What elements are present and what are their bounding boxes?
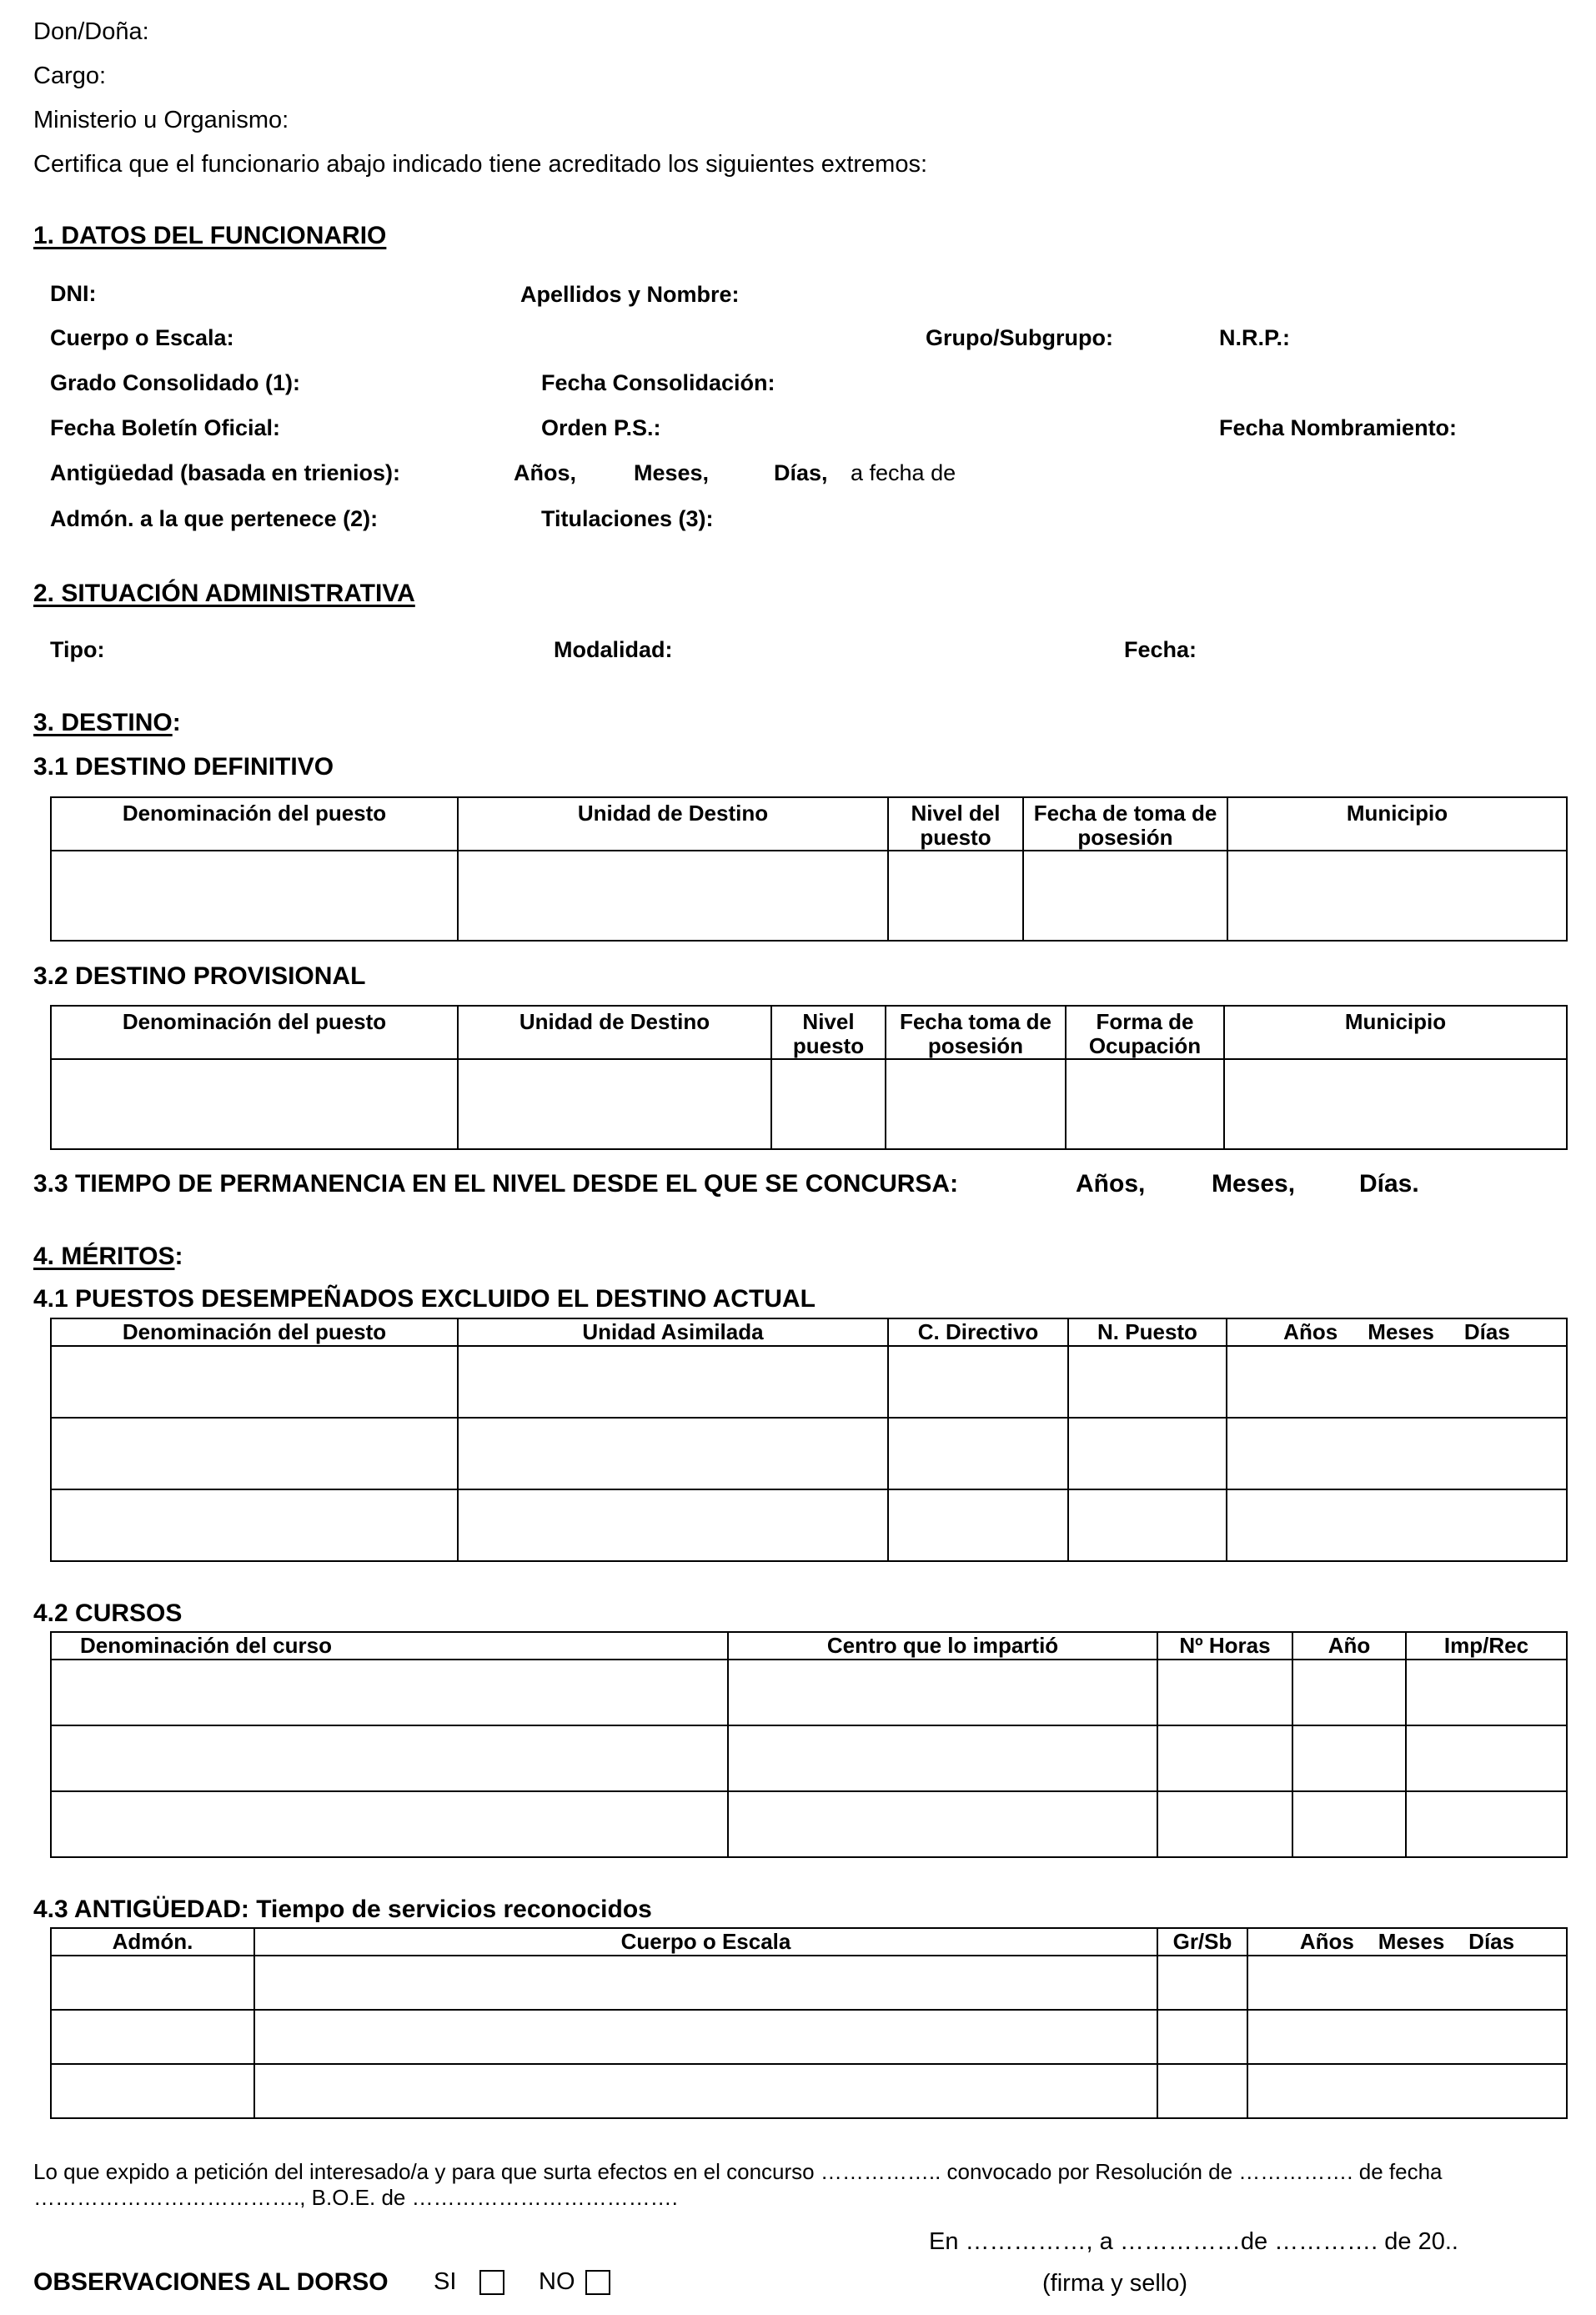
puestos-col-unidad: Unidad Asimilada: [458, 1318, 888, 1346]
puestos-cell[interactable]: [1068, 1418, 1227, 1489]
prov-col-unidad: Unidad de Destino: [458, 1006, 771, 1059]
antig-cell[interactable]: [1247, 2064, 1567, 2118]
antig-cell[interactable]: [1157, 1956, 1247, 2010]
table-row: [51, 1956, 1567, 2010]
antig-col-tiempo: Años Meses Días: [1247, 1928, 1567, 1956]
puestos-cell[interactable]: [1068, 1346, 1227, 1418]
def-col-municipio: Municipio: [1227, 797, 1567, 851]
cursos-cell[interactable]: [1406, 1725, 1567, 1791]
antig-cell[interactable]: [51, 2064, 254, 2118]
cursos-cell[interactable]: [1292, 1725, 1406, 1791]
def-cell-nivel[interactable]: [888, 851, 1023, 941]
table-row: [51, 1346, 1567, 1418]
prov-cell-nivel[interactable]: [771, 1059, 886, 1149]
puestos-cell[interactable]: [458, 1346, 888, 1418]
no-checkbox[interactable]: [585, 2270, 610, 2295]
cursos-cell[interactable]: [1292, 1660, 1406, 1725]
cursos-cell[interactable]: [728, 1725, 1157, 1791]
antig-cell[interactable]: [51, 1956, 254, 2010]
antiguedad-servicios-title: 4.3 ANTIGÜEDAD: Tiempo de servicios reconocidos: [33, 1896, 652, 1923]
cursos-cell[interactable]: [51, 1660, 728, 1725]
prov-cell-denominacion[interactable]: [51, 1059, 458, 1149]
table-row: [51, 1418, 1567, 1489]
table-row: [51, 2010, 1567, 2064]
def-cell-denominacion[interactable]: [51, 851, 458, 941]
antiguedad-label: Antigüedad (basada en trienios):: [50, 460, 401, 485]
cursos-col-horas: Nº Horas: [1157, 1632, 1292, 1660]
permanencia-anos-label: Años,: [1076, 1170, 1146, 1198]
cursos-title: 4.2 CURSOS: [33, 1599, 183, 1627]
cursos-cell[interactable]: [51, 1791, 728, 1857]
puestos-cell[interactable]: [458, 1418, 888, 1489]
prov-cell-municipio[interactable]: [1224, 1059, 1567, 1149]
expido-text-line-2: ………………………………., B.O.E. de ……………………………….: [33, 2185, 678, 2210]
puestos-cell[interactable]: [51, 1346, 458, 1418]
antiguedad-meses-label: Meses,: [634, 460, 710, 485]
antig-cell[interactable]: [254, 2010, 1157, 2064]
antig-cell[interactable]: [254, 1956, 1157, 2010]
destino-provisional-title: 3.2 DESTINO PROVISIONAL: [33, 962, 366, 990]
cursos-cell[interactable]: [1157, 1660, 1292, 1725]
fecha-situacion-label: Fecha:: [1124, 637, 1197, 662]
puestos-col-directivo: C. Directivo: [888, 1318, 1068, 1346]
puestos-cell[interactable]: [458, 1489, 888, 1561]
puestos-title: 4.1 PUESTOS DESEMPEÑADOS EXCLUIDO EL DESTINO ACTUAL: [33, 1285, 816, 1313]
antig-cell[interactable]: [1247, 1956, 1567, 2010]
def-cell-fecha[interactable]: [1023, 851, 1227, 941]
modalidad-label: Modalidad:: [554, 637, 673, 662]
si-label: SI: [434, 2268, 457, 2295]
prov-col-denominacion: Denominación del puesto: [51, 1006, 458, 1059]
cursos-cell[interactable]: [728, 1660, 1157, 1725]
cursos-col-imprec: Imp/Rec: [1406, 1632, 1567, 1660]
puestos-cell[interactable]: [888, 1418, 1068, 1489]
antiguedad-table: [50, 1927, 1568, 2119]
a-fecha-de-label: a fecha de: [851, 460, 956, 485]
cursos-cell[interactable]: [1406, 1660, 1567, 1725]
puestos-col-npuesto: N. Puesto: [1068, 1318, 1227, 1346]
prov-col-forma: Forma de Ocupación: [1066, 1006, 1224, 1059]
def-col-denominacion: Denominación del puesto: [51, 797, 458, 851]
prov-col-nivel: Nivel puesto: [771, 1006, 886, 1059]
admon-label: Admón. a la que pertenece (2):: [50, 506, 379, 531]
puestos-col-denominacion: Denominación del puesto: [51, 1318, 458, 1346]
cursos-table: [50, 1631, 1568, 1858]
firma-sello-label: (firma y sello): [1042, 2270, 1188, 2297]
observaciones-label: OBSERVACIONES AL DORSO: [33, 2268, 389, 2296]
cursos-cell[interactable]: [728, 1791, 1157, 1857]
destino-provisional-table: [50, 1005, 1568, 1150]
puestos-cell[interactable]: [1227, 1418, 1567, 1489]
fecha-consolidacion-label: Fecha Consolidación:: [541, 370, 775, 395]
section-4-title: [33, 1244, 183, 1269]
cursos-col-denominacion: Denominación del curso: [51, 1632, 728, 1660]
titulaciones-label: Titulaciones (3):: [541, 506, 714, 531]
puestos-cell[interactable]: [1068, 1489, 1227, 1561]
no-label: NO: [539, 2268, 575, 2295]
puestos-cell[interactable]: [51, 1489, 458, 1561]
antig-cell[interactable]: [1157, 2010, 1247, 2064]
section-3-colon: :: [172, 709, 181, 736]
orden-label: Orden P.S.:: [541, 415, 661, 440]
cursos-cell[interactable]: [1406, 1791, 1567, 1857]
puestos-cell[interactable]: [888, 1489, 1068, 1561]
puestos-table: [50, 1318, 1568, 1562]
antig-col-grupo: Gr/Sb: [1157, 1928, 1247, 1956]
tiempo-permanencia-label: 3.3 TIEMPO DE PERMANENCIA EN EL NIVEL DESDE EL QUE SE CONCURSA:: [33, 1170, 959, 1198]
cuerpo-label: Cuerpo o Escala:: [50, 325, 234, 350]
antig-col-cuerpo: Cuerpo o Escala: [254, 1928, 1157, 1956]
cargo-label: Cargo:: [33, 63, 107, 89]
puestos-cell[interactable]: [888, 1346, 1068, 1418]
section-2-title: 2. SITUACIÓN ADMINISTRATIVA: [33, 580, 415, 607]
lugar-fecha-text: En ……………, a ……………de …………. de 20..: [929, 2228, 1458, 2255]
permanencia-meses-label: Meses,: [1212, 1170, 1296, 1198]
nrp-label: N.R.P.:: [1219, 325, 1291, 350]
apellidos-label: Apellidos y Nombre:: [520, 282, 740, 307]
antiguedad-dias-label: Días,: [774, 460, 828, 485]
grupo-label: Grupo/Subgrupo:: [926, 325, 1113, 350]
section-4-title-text: 4. MÉRITOS: [33, 1243, 175, 1270]
dni-label: DNI:: [50, 281, 97, 306]
section-1-title: 1. DATOS DEL FUNCIONARIO: [33, 222, 387, 249]
section-4-colon: :: [174, 1243, 183, 1270]
si-checkbox[interactable]: [479, 2270, 504, 2295]
table-row: [51, 1489, 1567, 1561]
def-col-fecha: Fecha de toma de posesión: [1023, 797, 1227, 851]
def-col-nivel: Nivel del puesto: [888, 797, 1023, 851]
cursos-cell[interactable]: [1157, 1725, 1292, 1791]
def-col-unidad: Unidad de Destino: [458, 797, 888, 851]
antig-cell[interactable]: [1157, 2064, 1247, 2118]
antig-cell[interactable]: [1247, 2010, 1567, 2064]
prov-cell-unidad[interactable]: [458, 1059, 771, 1149]
grado-label: Grado Consolidado (1):: [50, 370, 300, 395]
antig-cell[interactable]: [51, 2010, 254, 2064]
si-option: [434, 2270, 504, 2295]
don-dona-label: Don/Doña:: [33, 18, 149, 45]
puestos-cell[interactable]: [1227, 1489, 1567, 1561]
section-3-title: [33, 711, 181, 736]
fecha-boletin-label: Fecha Boletín Oficial:: [50, 415, 281, 440]
cursos-cell[interactable]: [1157, 1791, 1292, 1857]
cursos-cell[interactable]: [1292, 1791, 1406, 1857]
puestos-cell[interactable]: [1227, 1346, 1567, 1418]
section-3-title-text: 3. DESTINO: [33, 709, 173, 736]
destino-definitivo-table: [50, 796, 1568, 942]
cursos-cell[interactable]: [51, 1725, 728, 1791]
fecha-nombramiento-label: Fecha Nombramiento:: [1219, 415, 1458, 440]
def-cell-unidad[interactable]: [458, 851, 888, 941]
table-row: [51, 1791, 1567, 1857]
ministerio-label: Ministerio u Organismo:: [33, 107, 289, 133]
antig-cell[interactable]: [254, 2064, 1157, 2118]
tipo-label: Tipo:: [50, 637, 105, 662]
permanencia-dias-label: Días.: [1359, 1170, 1419, 1198]
table-row: [51, 2064, 1567, 2118]
table-row: [51, 1660, 1567, 1725]
certifica-text: Certifica que el funcionario abajo indicado tiene acreditado los siguientes extremos:: [33, 151, 928, 178]
destino-definitivo-title: 3.1 DESTINO DEFINITIVO: [33, 753, 334, 781]
no-option: [539, 2270, 610, 2295]
expido-text-line-1: Lo que expido a petición del interesado/a y para que surta efectos en el concurso …………….. convocado por Resolución de ……………. de fecha: [33, 2159, 1443, 2184]
prov-col-municipio: Municipio: [1224, 1006, 1567, 1059]
prov-col-fecha: Fecha toma de posesión: [886, 1006, 1066, 1059]
antig-col-admon: Admón.: [51, 1928, 254, 1956]
prov-cell-fecha[interactable]: [886, 1059, 1066, 1149]
puestos-cell[interactable]: [51, 1418, 458, 1489]
antiguedad-anos-label: Años,: [514, 460, 577, 485]
cursos-col-ano: Año: [1292, 1632, 1406, 1660]
prov-cell-forma[interactable]: [1066, 1059, 1224, 1149]
table-row: [51, 1725, 1567, 1791]
def-cell-municipio[interactable]: [1227, 851, 1567, 941]
cursos-col-centro: Centro que lo impartió: [728, 1632, 1157, 1660]
puestos-col-tiempo: Años Meses Días: [1227, 1318, 1567, 1346]
